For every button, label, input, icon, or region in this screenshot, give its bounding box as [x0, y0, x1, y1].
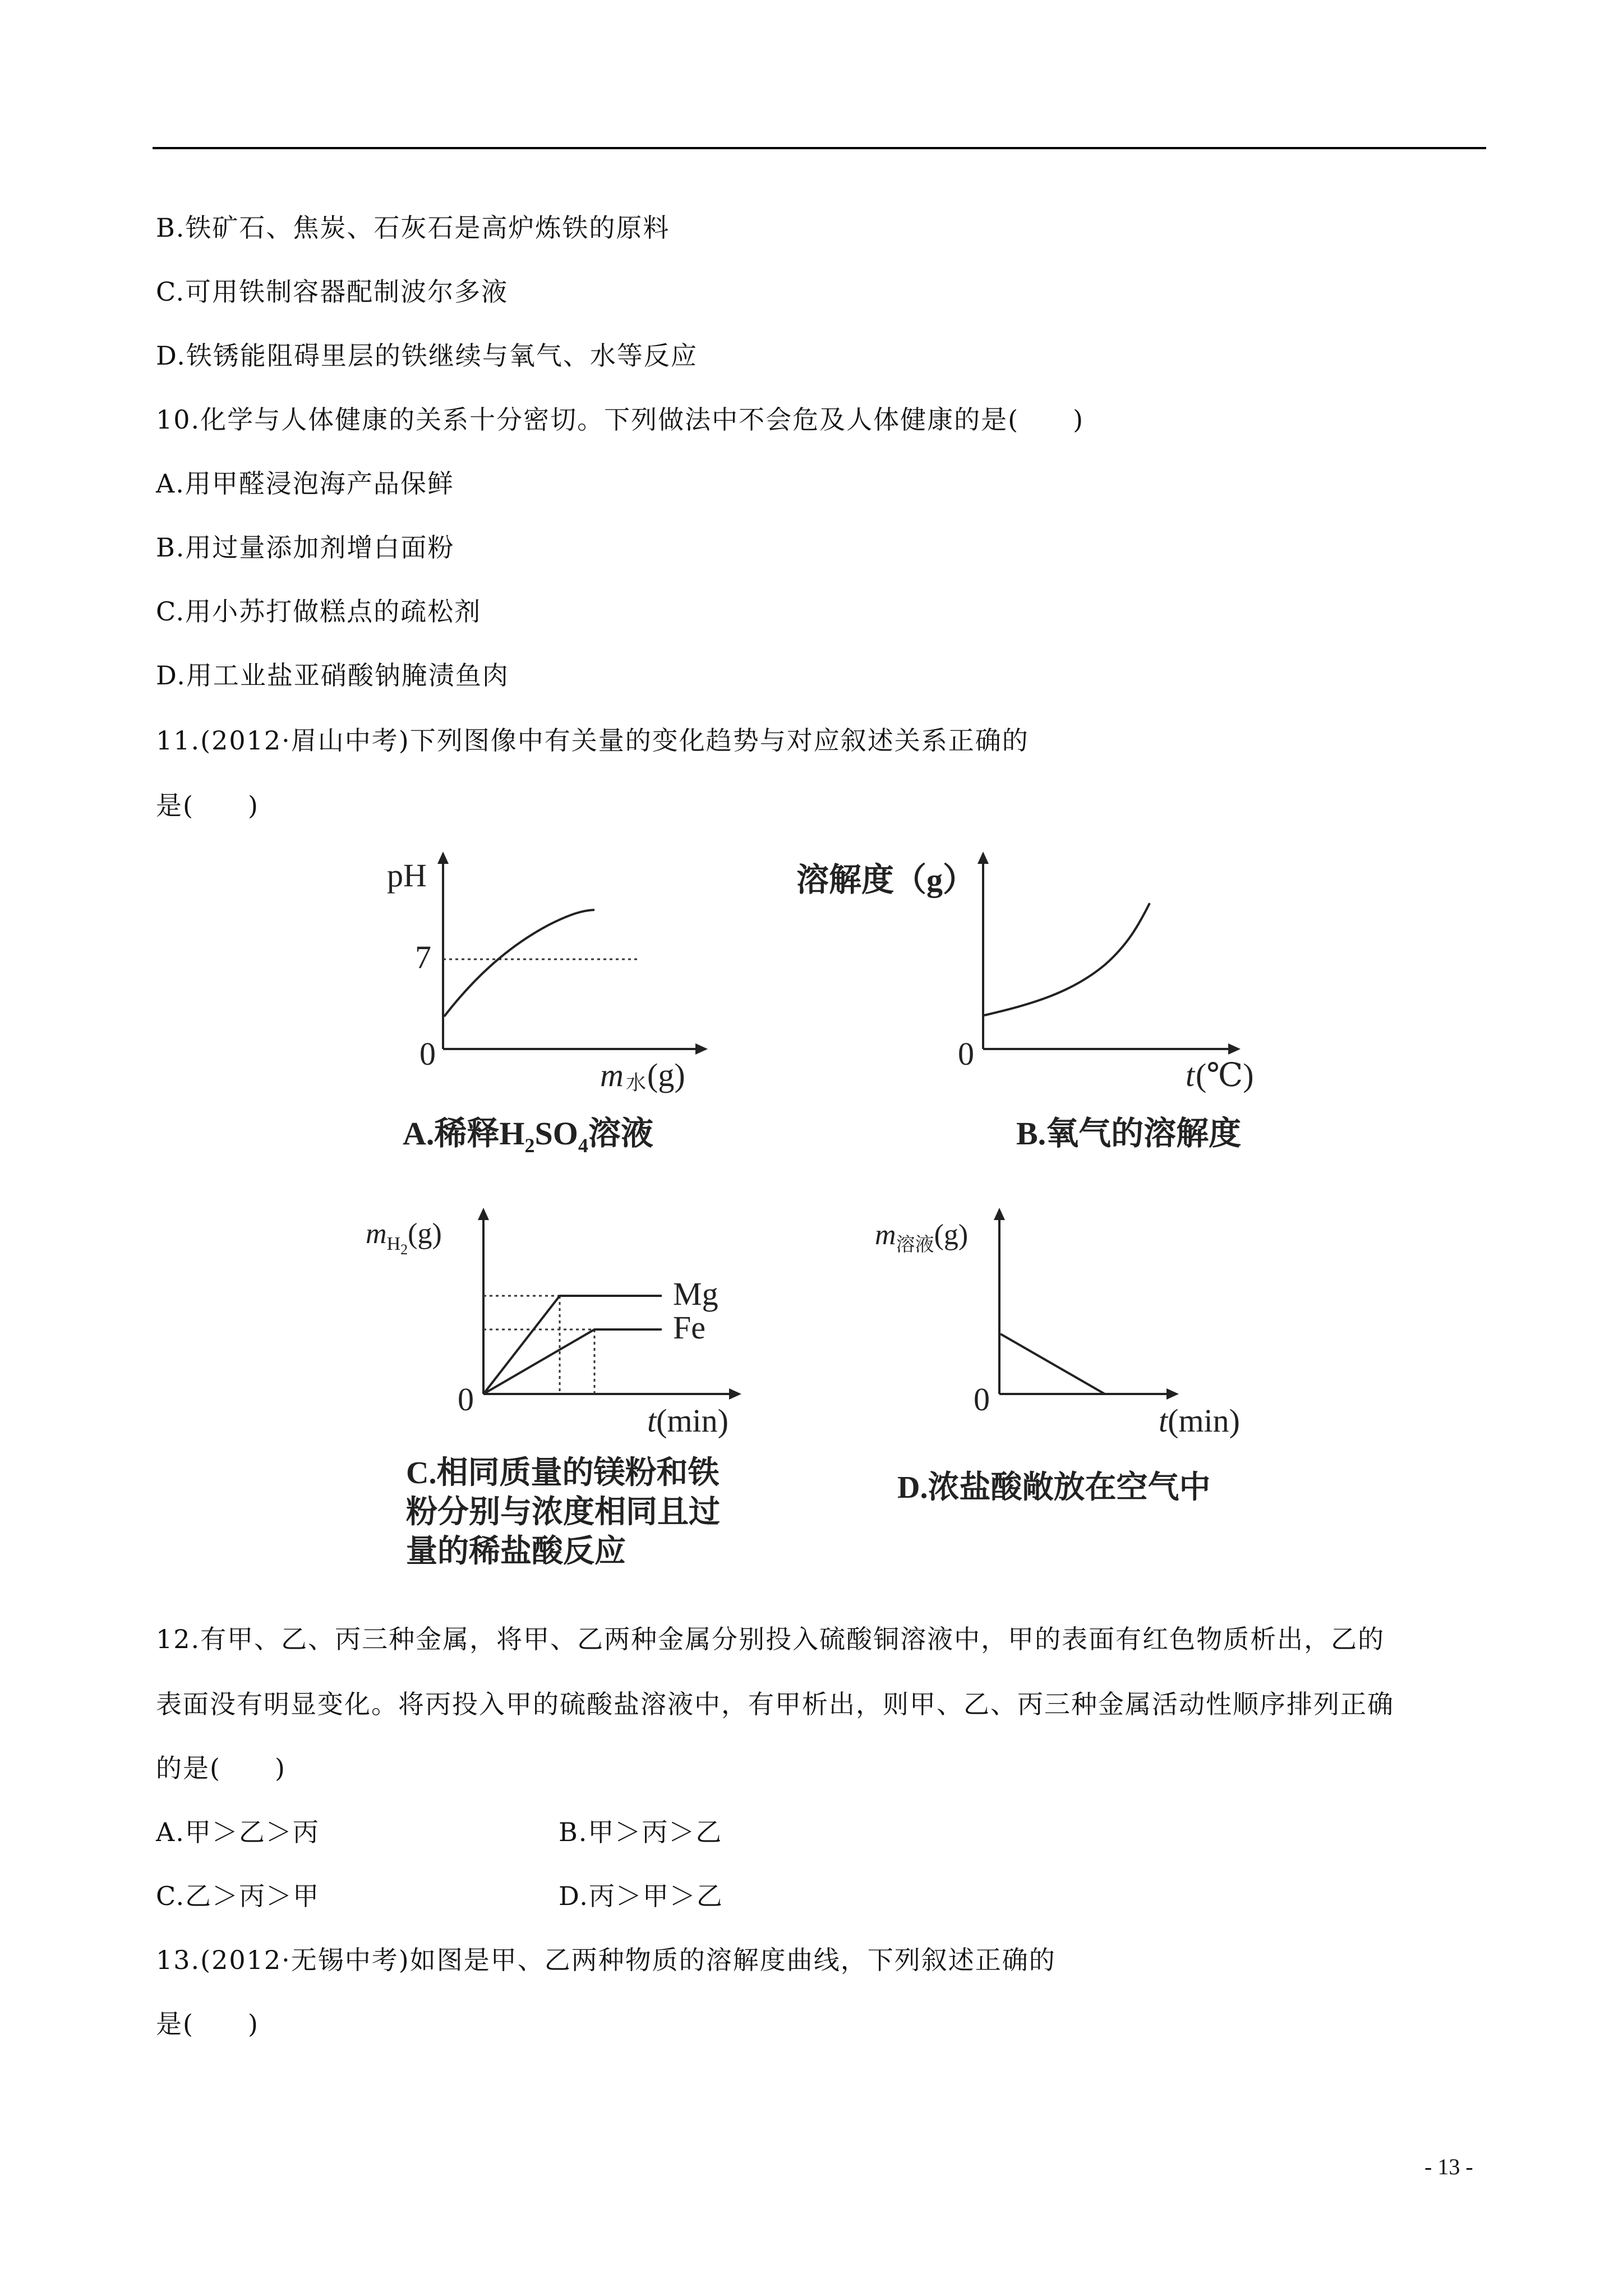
- y-axis-label: 溶解度（g）: [796, 862, 976, 898]
- caption-a: A.稀释$H_2SO_4$溶液: [403, 1115, 653, 1157]
- x-axis-arrow: [1228, 1043, 1241, 1055]
- ph-curve: [444, 910, 594, 1016]
- y-axis-label: $m_{溶液}(g)$: [875, 1219, 969, 1255]
- figure-c-hydrogen-mass: [359, 1200, 808, 1595]
- y-axis-arrow: [978, 852, 989, 864]
- origin-label: 0: [958, 1036, 974, 1072]
- caption-c-line2: 粉分别与浓度相同且过: [406, 1495, 720, 1530]
- q10-option-d: D.用工业盐亚硝酸钠腌渍鱼肉: [156, 660, 509, 691]
- q12-stem-line3: 的是( ): [156, 1753, 286, 1783]
- solubility-curve: [984, 903, 1150, 1015]
- x-axis-label-sub: 水: [626, 1071, 647, 1094]
- q11-stem-cont: 是( ): [156, 790, 259, 821]
- q12-option-a: A.甲＞乙＞丙: [156, 1817, 320, 1847]
- caption-c-line1: C.相同质量的镁粉和铁: [406, 1456, 720, 1490]
- x-axis-label-unit: (g): [647, 1057, 685, 1093]
- series-mg-label: Mg: [673, 1276, 718, 1312]
- q10-stem: 10.化学与人体健康的关系十分密切。下列做法中不会危及人体健康的是( ): [156, 404, 1085, 435]
- y-axis-label: pH: [387, 857, 427, 894]
- q12-option-b: B.甲＞丙＞乙: [559, 1817, 723, 1847]
- caption-b: B.氧气的溶解度: [1016, 1115, 1242, 1152]
- q9-option-b: B.铁矿石、焦炭、石灰石是高炉炼铁的原料: [156, 213, 670, 243]
- fe-line: [483, 1329, 662, 1394]
- origin-label: 0: [974, 1381, 990, 1418]
- x-axis-arrow: [695, 1043, 708, 1055]
- q10-option-c: C.用小苏打做糕点的疏松剂: [156, 596, 482, 627]
- y-axis-arrow: [478, 1208, 489, 1220]
- q12-option-c: C.乙＞丙＞甲: [156, 1881, 320, 1911]
- origin-label: 0: [419, 1036, 436, 1072]
- q10-option-a: A.用甲醛浸泡海产品保鲜: [156, 468, 454, 499]
- q12-stem-line2: 表面没有明显变化。将丙投入甲的硫酸盐溶液中，有甲析出，则甲、乙、丙三种金属活动性顺序排列正确: [156, 1689, 1394, 1719]
- x-axis-arrow: [1166, 1388, 1179, 1400]
- q9-option-d: D.铁锈能阻碍里层的铁继续与氧气、水等反应: [156, 341, 698, 371]
- q11-stem: 11.(2012·眉山中考)下列图像中有关量的变化趋势与对应叙述关系正确的: [156, 725, 1029, 756]
- q12-option-d: D.丙＞甲＞乙: [559, 1881, 723, 1911]
- series-fe-label: Fe: [673, 1309, 706, 1346]
- y-axis-arrow: [437, 852, 449, 864]
- q12-stem-line1: 12.有甲、乙、丙三种金属，将甲、乙两种金属分别投入硫酸铜溶液中，甲的表面有红色物质析出，乙的: [156, 1624, 1385, 1654]
- solution-mass-line: [1000, 1334, 1105, 1394]
- figure-d-hcl-solution-mass: [864, 1200, 1290, 1595]
- caption-c-line3: 量的稀盐酸反应: [406, 1534, 626, 1569]
- figure-a-ph-dilution: [359, 841, 763, 1169]
- x-axis-label-unit: (℃): [1196, 1057, 1254, 1093]
- page-number: - 13 -: [1424, 2154, 1473, 2179]
- y-tick-7: 7: [415, 939, 431, 976]
- origin-label: 0: [458, 1381, 474, 1418]
- q13-stem-cont: 是( ): [156, 2009, 259, 2039]
- x-axis-label: m: [600, 1057, 624, 1093]
- x-axis-arrow: [729, 1388, 741, 1400]
- x-axis-label: t(min): [647, 1402, 728, 1439]
- q13-stem: 13.(2012·无锡中考)如图是甲、乙两种物质的溶解度曲线，下列叙述正确的: [156, 1945, 1056, 1975]
- q10-option-b: B.用过量添加剂增白面粉: [156, 532, 455, 563]
- header-rule: [153, 147, 1486, 149]
- x-axis-label: t: [1186, 1057, 1195, 1093]
- x-axis-label: t(min): [1159, 1402, 1240, 1439]
- y-axis-arrow: [994, 1208, 1005, 1220]
- q9-option-c: C.可用铁制容器配制波尔多液: [156, 277, 509, 307]
- figure-b-oxygen-solubility: [780, 841, 1273, 1169]
- caption-d: D.浓盐酸敞放在空气中: [897, 1470, 1211, 1505]
- y-axis-label: $m_H2(g)$: [366, 1218, 442, 1258]
